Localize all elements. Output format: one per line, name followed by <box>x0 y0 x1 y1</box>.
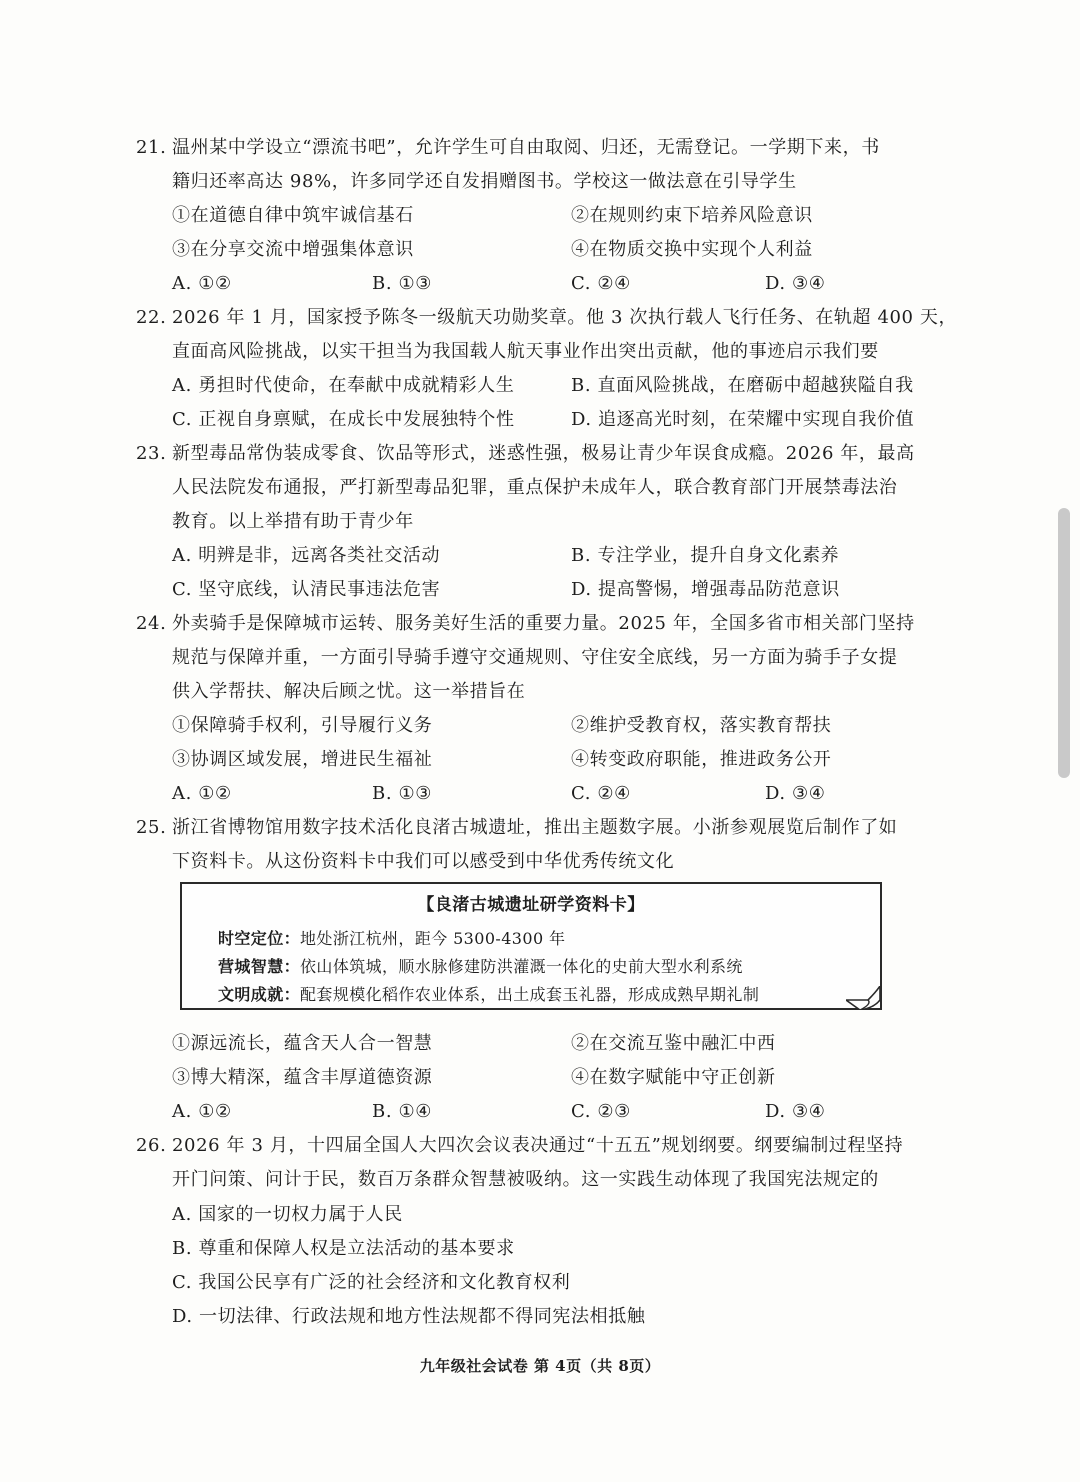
card-row <box>218 956 743 978</box>
choice-a: A. ①② <box>172 273 232 294</box>
choice-c: C. ②③ <box>571 1101 631 1122</box>
question-stem-line: 直面高风险挑战，以实干担当为我国载人航天事业作出突出贡献，他的事迹启示我们要 <box>172 341 879 362</box>
statement-item: ②在规则约束下培养风险意识 <box>571 205 813 226</box>
choice-b: B. 尊重和保障人权是立法活动的基本要求 <box>172 1238 515 1259</box>
statement-item: ①保障骑手权利，引导履行义务 <box>172 715 433 736</box>
question-number: 21. <box>136 137 167 158</box>
question-number: 24. <box>136 613 167 634</box>
question-stem-line: 温州某中学设立“漂流书吧”，允许学生可自由取阅、归还，无需登记。一学期下来，书 <box>172 137 880 158</box>
choice-a: A. 明辨是非，远离各类社交活动 <box>172 545 441 566</box>
card-row-label: 文明成就： <box>218 985 301 1004</box>
card-row <box>218 984 759 1006</box>
question-number: 22. <box>136 307 167 328</box>
vertical-scrollbar[interactable] <box>1058 508 1070 778</box>
question-stem-line: 开门问策、问计于民，数百万条群众智慧被吸纳。这一实践生动体现了我国宪法规定的 <box>172 1169 879 1190</box>
question-stem-line: 规范与保障并重，一方面引导骑手遵守交通规则、守住安全底线，另一方面为骑手子女提 <box>172 647 898 668</box>
page-footer: 九年级社会试卷 第 4页（共 8页） <box>419 1357 661 1375</box>
choice-c: C. 正视自身禀赋，在成长中发展独特个性 <box>172 409 515 430</box>
choice-a: A. 国家的一切权力属于人民 <box>172 1204 403 1225</box>
choice-c: C. ②④ <box>571 783 631 804</box>
question-stem-line: 外卖骑手是保障城市运转、服务美好生活的重要力量。2025 年，全国多省市相关部门坚持 <box>172 613 915 634</box>
statement-item: ②在交流互鉴中融汇中西 <box>571 1033 776 1054</box>
question-stem-line: 2026 年 3 月，十四届全国人大四次会议表决通过“十五五”规划纲要。纲要编制过程坚持 <box>172 1135 904 1156</box>
choice-c: C. 坚守底线，认清民事违法危害 <box>172 579 441 600</box>
statement-item: ④在物质交换中实现个人利益 <box>571 239 813 260</box>
question-stem-line: 2026 年 1 月，国家授予陈冬一级航天功勋奖章。他 3 次执行载人飞行任务、在轨超 400 天， <box>172 307 958 328</box>
question-stem-line: 人民法院发布通报，严打新型毒品犯罪，重点保护未成年人，联合教育部门开展禁毒法治 <box>172 477 898 498</box>
page-curl-icon <box>846 986 880 1010</box>
card-row-text: 依山体筑城，顺水脉修建防洪灌溉一体化的史前大型水利系统 <box>300 957 743 976</box>
choice-d: D. 一切法律、行政法规和地方性法规都不得同宪法相抵触 <box>172 1306 646 1327</box>
statement-item: ③在分享交流中增强集体意识 <box>172 239 414 260</box>
card-row-label: 营城智慧： <box>218 957 301 976</box>
choice-d: D. 追逐高光时刻，在荣耀中实现自我价值 <box>571 409 915 430</box>
choice-d: D. ③④ <box>765 273 826 294</box>
statement-item: ④在数字赋能中守正创新 <box>571 1067 776 1088</box>
choice-c: C. 我国公民享有广泛的社会经济和文化教育权利 <box>172 1272 571 1293</box>
statement-item: ③协调区域发展，增进民生福祉 <box>172 749 433 770</box>
statement-item: ②维护受教育权，落实教育帮扶 <box>571 715 832 736</box>
choice-b: B. ①③ <box>372 273 432 294</box>
choice-d: D. ③④ <box>765 783 826 804</box>
choice-b: B. ①④ <box>372 1101 432 1122</box>
statement-item: ①源远流长，蕴含天人合一智慧 <box>172 1033 433 1054</box>
question-number: 23. <box>136 443 167 464</box>
study-info-card <box>180 882 882 1010</box>
choice-a: A. 勇担时代使命，在奉献中成就精彩人生 <box>172 375 515 396</box>
question-stem-line: 下资料卡。从这份资料卡中我们可以感受到中华优秀传统文化 <box>172 851 675 872</box>
choice-a: A. ①② <box>172 783 232 804</box>
choice-d: D. ③④ <box>765 1101 826 1122</box>
question-stem-line: 新型毒品常伪装成零食、饮品等形式，迷惑性强，极易让青少年误食成瘾。2026 年，最高 <box>172 443 915 464</box>
choice-a: A. ①② <box>172 1101 232 1122</box>
question-stem-line: 供入学帮扶、解决后顾之忧。这一举措旨在 <box>172 681 526 702</box>
question-stem-line: 籍归还率高达 98%，许多同学还自发捐赠图书。学校这一做法意在引导学生 <box>172 171 797 192</box>
card-row-label: 时空定位： <box>218 929 301 948</box>
card-row <box>218 928 565 950</box>
question-stem-line: 浙江省博物馆用数字技术活化良渚古城遗址，推出主题数字展。小浙参观展览后制作了如 <box>172 817 898 838</box>
choice-c: C. ②④ <box>571 273 631 294</box>
question-number: 26. <box>136 1135 167 1156</box>
statement-item: ①在道德自律中筑牢诚信基石 <box>172 205 414 226</box>
card-row-text: 地处浙江杭州，距今 5300-4300 年 <box>300 929 566 948</box>
choice-b: B. ①③ <box>372 783 432 804</box>
statement-item: ③博大精深，蕴含丰厚道德资源 <box>172 1067 433 1088</box>
choice-b: B. 直面风险挑战，在磨砺中超越狭隘自我 <box>571 375 914 396</box>
question-number: 25. <box>136 817 167 838</box>
statement-item: ④转变政府职能，推进政务公开 <box>571 749 832 770</box>
choice-d: D. 提高警惕，增强毒品防范意识 <box>571 579 840 600</box>
card-row-text: 配套规模化稻作农业体系，出土成套玉礼器，形成成熟早期礼制 <box>300 985 760 1004</box>
choice-b: B. 专注学业，提升自身文化素养 <box>571 545 840 566</box>
card-title: 【良渚古城遗址研学资料卡】 <box>417 895 645 915</box>
question-stem-line: 教育。以上举措有助于青少年 <box>172 511 414 532</box>
